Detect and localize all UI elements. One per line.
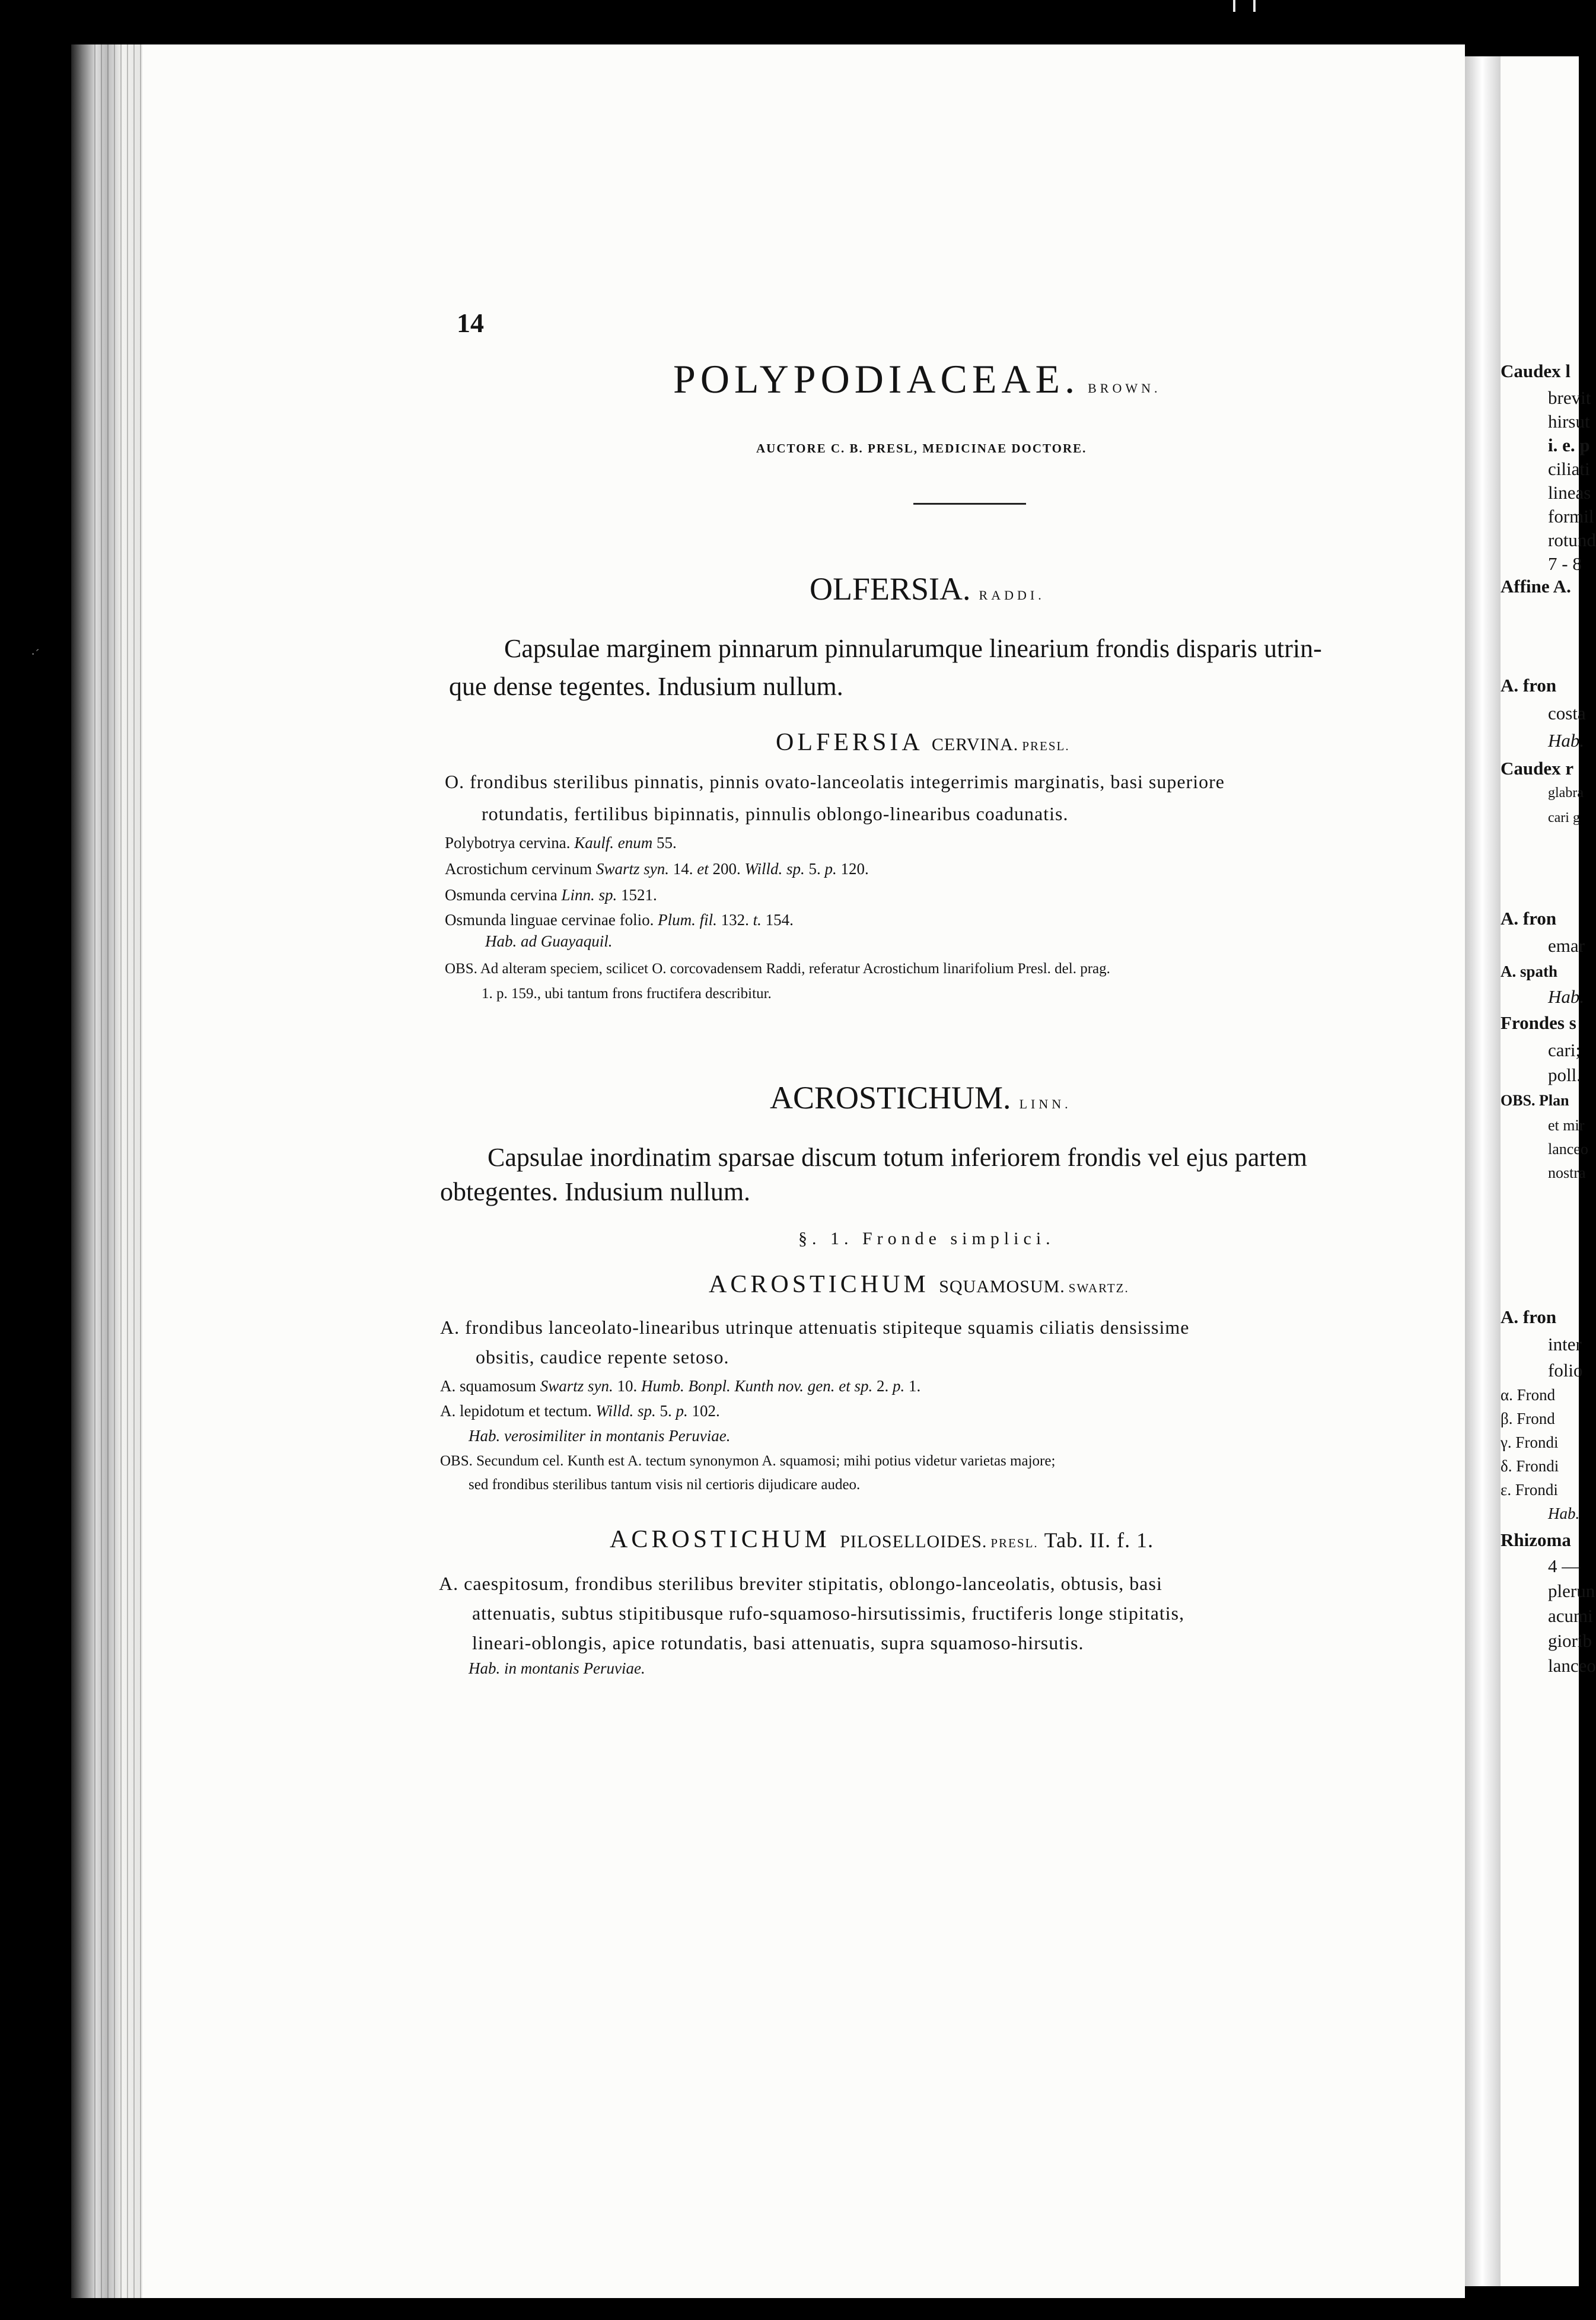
synonym-name: A. lepidotum et tectum. xyxy=(440,1402,592,1420)
synonym-volume: 2. xyxy=(877,1377,889,1395)
genus-character-line: que dense tegentes. Indusium nullum. xyxy=(449,672,843,701)
facing-page-fragment xyxy=(1501,56,1596,2286)
genus-character-line: Capsulae inordinatim sparsae discum totum inferiorem frondis vel ejus partem xyxy=(488,1143,1307,1172)
observation-line: sed frondibus sterilibus tantum visis nil certioris dijudicare audeo. xyxy=(469,1477,861,1493)
facing-line: inter xyxy=(1548,1334,1582,1355)
facing-line: costa xyxy=(1548,703,1586,724)
facing-line: lineas xyxy=(1548,482,1591,503)
synonym-volume: 5. xyxy=(808,860,821,878)
species-heading-piloselloides xyxy=(610,1525,1154,1554)
habitat-line: Hab. ad Guayaquil. xyxy=(485,932,613,950)
facing-line: A. fron xyxy=(1501,1306,1557,1327)
synonym-page: 132. xyxy=(721,911,749,929)
author-line: AUCTORE C. B. PRESL, MEDICINAE DOCTORE. xyxy=(756,441,1087,455)
genus-character-line: Capsulae marginem pinnarum pinnularumque linearium frondis disparis utrin- xyxy=(504,634,1322,663)
synonym-plate-abbr: t. xyxy=(753,911,762,929)
facing-line: ciliati xyxy=(1548,458,1590,479)
species-description-line: A. caespitosum, frondibus sterilibus breviter stipitatis, oblongo-lanceolatis, obtusis, basi xyxy=(439,1573,1162,1594)
section-heading: §. 1. Fronde simplici. xyxy=(798,1229,1055,1248)
synonym-page-abbr: p. xyxy=(893,1377,905,1395)
observation-line: OBS. Secundum cel. Kunth est A. tectum synonymon A. squamosi; mihi potius videtur varietas majore; xyxy=(440,1453,1056,1469)
plate-reference: Tab. II. f. 1. xyxy=(1044,1528,1154,1552)
species-genus: ACROSTICHUM xyxy=(709,1271,929,1298)
habitat-line: Hab. verosimiliter in montanis Peruviae. xyxy=(469,1427,731,1445)
genus-name: ACROSTICHUM. xyxy=(770,1080,1011,1116)
scan-edge-mark xyxy=(1253,0,1256,12)
synonym-line xyxy=(440,1402,720,1420)
facing-line: cari; xyxy=(1548,1040,1581,1060)
facing-line: Hab. xyxy=(1548,730,1585,751)
synonym-reference: Plum. fil. xyxy=(658,911,717,929)
facing-line: A. spath xyxy=(1501,963,1558,980)
facing-line: ε. Frondi xyxy=(1501,1481,1558,1499)
family-name: POLYPODIACEAE. xyxy=(673,356,1080,401)
facing-line: γ. Frondi xyxy=(1501,1433,1559,1451)
synonym-volume: 5. xyxy=(660,1402,672,1420)
synonym-name: Osmunda cervina xyxy=(445,886,558,904)
facing-line: Caudex l xyxy=(1501,361,1570,381)
facing-line: Rhizoma xyxy=(1501,1529,1571,1550)
facing-line: 4 — xyxy=(1548,1556,1581,1576)
synonym-name: Polybotrya cervina. xyxy=(445,834,571,852)
genus-authority: LINN. xyxy=(1019,1097,1072,1111)
observation-line: OBS. Ad alteram speciem, scilicet O. corcovadensem Raddi, referatur Acrostichum linarifolium Presl. del. prag. xyxy=(445,961,1110,977)
facing-line: brevit xyxy=(1548,387,1591,408)
family-title xyxy=(673,356,1161,403)
genus-heading-olfersia xyxy=(810,571,1045,607)
facing-line: lanceo xyxy=(1548,1655,1596,1676)
synonym-line xyxy=(440,1377,920,1395)
synonym-page-abbr: p. xyxy=(824,860,837,878)
scan-edge-mark xyxy=(1233,0,1235,12)
facing-line: OBS. Plan xyxy=(1501,1092,1569,1109)
synonym-reference: Kaulf. enum xyxy=(574,834,653,852)
facing-line: δ. Frondi xyxy=(1501,1457,1559,1475)
synonym-page: 120. xyxy=(840,860,869,878)
facing-line: giorib xyxy=(1548,1630,1592,1651)
species-genus: ACROSTICHUM xyxy=(610,1526,830,1553)
facing-line: i. e. p xyxy=(1548,435,1590,455)
habitat-line: Hab. in montanis Peruviae. xyxy=(469,1659,645,1677)
facing-line: acumi xyxy=(1548,1605,1593,1626)
facing-line: emar xyxy=(1548,935,1585,956)
synonym-name: A. squamosum xyxy=(440,1377,536,1395)
genus-character-line: obtegentes. Indusium nullum. xyxy=(440,1177,751,1206)
facing-line: α. Frond xyxy=(1501,1386,1556,1404)
facing-line: plerun xyxy=(1548,1580,1595,1601)
scan-artifact: ·´ xyxy=(31,646,40,661)
facing-line: Affine A. xyxy=(1501,576,1571,597)
synonym-name: Osmunda linguae cervinae folio. xyxy=(445,911,654,929)
synonym-page: 14. xyxy=(673,860,693,878)
facing-line: rotund xyxy=(1548,530,1596,550)
facing-line: hirsut xyxy=(1548,411,1590,432)
genus-heading-acrostichum xyxy=(770,1079,1072,1116)
synonym-page: 55. xyxy=(656,834,677,852)
species-authority: PRESL. xyxy=(1022,739,1070,753)
facing-line: nostra xyxy=(1548,1164,1586,1181)
synonym-page-abbr: p. xyxy=(676,1402,688,1420)
synonym-line xyxy=(445,886,657,904)
species-heading-squamosum xyxy=(709,1270,1129,1299)
synonym-name: Acrostichum cervinum xyxy=(445,860,592,878)
species-heading-olfersia-cervina xyxy=(776,728,1070,757)
title-divider xyxy=(913,503,1026,505)
genus-authority: RADDI. xyxy=(979,588,1045,603)
synonym-reference: Linn. sp. xyxy=(561,886,617,904)
facing-line: A. fron xyxy=(1501,908,1557,929)
species-authority: PRESL. xyxy=(990,1536,1038,1550)
synonym-page: 200. xyxy=(712,860,741,878)
species-genus: OLFERSIA xyxy=(776,729,922,756)
synonym-line xyxy=(445,860,869,878)
facing-line: et mir xyxy=(1548,1117,1585,1134)
page-number: 14 xyxy=(457,308,484,338)
facing-line: lanceo xyxy=(1548,1140,1588,1158)
species-epithet: PILOSELLOIDES. xyxy=(840,1532,987,1551)
synonym-reference: Humb. Bonpl. Kunth nov. gen. et sp. xyxy=(641,1377,873,1395)
species-description-line: O. frondibus sterilibus pinnatis, pinnis ovato-lanceolatis integerrimis marginatis, basi superiore xyxy=(445,771,1225,792)
species-description-line: obsitis, caudice repente setoso. xyxy=(476,1346,729,1368)
species-description-line: A. frondibus lanceolato-linearibus utrinque attenuatis stipiteque squamis ciliatis densissime xyxy=(440,1317,1190,1338)
facing-line: Caudex r xyxy=(1501,758,1574,779)
species-epithet: SQUAMOSUM. xyxy=(939,1277,1065,1296)
facing-line: β. Frond xyxy=(1501,1410,1555,1427)
synonym-reference: Willd. sp. xyxy=(595,1402,656,1420)
synonym-line xyxy=(445,911,794,929)
species-description-line: attenuatis, subtus stipitibusque rufo-squamoso-hirsutissimis, fructiferis longe stipitatis, xyxy=(472,1602,1185,1624)
species-description-line: rotundatis, fertilibus bipinnatis, pinnulis oblongo-linearibus coadunatis. xyxy=(482,803,1069,824)
spine-binding-lines xyxy=(89,44,142,2298)
facing-line: Frondes s xyxy=(1501,1012,1576,1033)
facing-line: poll. xyxy=(1548,1065,1581,1085)
facing-line: Hab. xyxy=(1548,986,1585,1007)
synonym-reference: Willd. sp. xyxy=(744,860,805,878)
facing-line: Hab. xyxy=(1548,1505,1580,1522)
observation-line: 1. p. 159., ubi tantum frons fructifera describitur. xyxy=(482,986,772,1002)
facing-line: cari g xyxy=(1548,810,1580,826)
species-description-line: lineari-oblongis, apice rotundatis, basi attenuatis, supra squamoso-hirsutis. xyxy=(472,1632,1084,1653)
species-epithet: CERVINA. xyxy=(931,735,1019,754)
synonym-reference: Swartz syn. xyxy=(540,1377,613,1395)
facing-line: A. fron xyxy=(1501,675,1557,696)
synonym-page: 1. xyxy=(909,1377,921,1395)
synonym-line xyxy=(445,834,677,852)
synonym-page: 1521. xyxy=(620,886,657,904)
synonym-page: 102. xyxy=(692,1402,720,1420)
synonym-reference: Swartz syn. xyxy=(595,860,669,878)
facing-line: folio xyxy=(1548,1360,1583,1381)
genus-name: OLFERSIA. xyxy=(810,571,971,607)
synonym-page: 10. xyxy=(617,1377,638,1395)
family-authority: BROWN. xyxy=(1088,381,1161,396)
synonym-connector: et xyxy=(697,860,709,878)
synonym-plate: 154. xyxy=(765,911,794,929)
facing-line: glabra xyxy=(1548,785,1584,801)
facing-line: formil xyxy=(1548,506,1594,527)
species-authority: SWARTZ. xyxy=(1068,1281,1129,1295)
facing-line: 7 - 8 xyxy=(1548,553,1582,574)
